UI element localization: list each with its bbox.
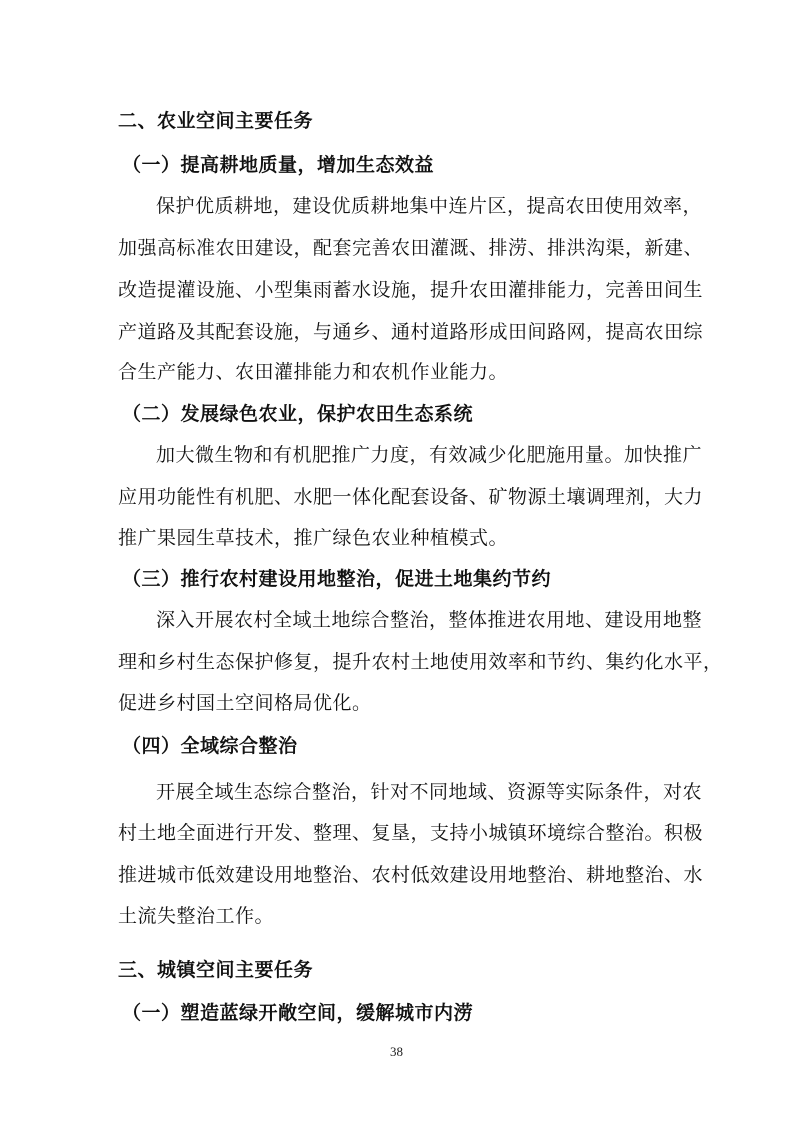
paragraph-line: 保护优质耕地，建设优质耕地集中连片区，提高农田使用效率， (156, 195, 703, 217)
paragraph-line: 促进乡村国土空间格局优化。 (118, 692, 372, 714)
paragraph-line: 改造提灌设施、小型集雨蓄水设施，提升农田灌排能力，完善田间生 (118, 279, 704, 301)
paragraph-line: 合生产能力、农田灌排能力和农机作业能力。 (118, 361, 509, 383)
paragraph-line: 推广果园生草技术，推广绿色农业种植模式。 (118, 527, 509, 549)
page-number: 38 (390, 1044, 403, 1059)
subsection-heading-2-4: （四）全域综合整治 (122, 735, 298, 757)
paragraph-line: 产道路及其配套设施，与通乡、通村道路形成田间路网，提高农田综 (118, 321, 704, 343)
section-heading-3: 三、城镇空间主要任务 (118, 959, 314, 981)
subsection-heading-2-2: （二）发展绿色农业，保护农田生态系统 (122, 403, 474, 425)
paragraph-line: 深入开展农村全域土地综合整治，整体推进农用地、建设用地整 (156, 609, 703, 631)
subsection-heading-2-3: （三）推行农村建设用地整治，促进土地集约节约 (122, 568, 552, 590)
paragraph-line: 加大微生物和有机肥推广力度，有效减少化肥施用量。加快推广 (156, 444, 703, 466)
paragraph-line: 加强高标准农田建设，配套完善农田灌溉、排涝、排洪沟渠，新建、 (118, 237, 704, 259)
paragraph-line: 应用功能性有机肥、水肥一体化配套设备、矿物源土壤调理剂，大力 (118, 486, 704, 508)
subsection-heading-3-1: （一）塑造蓝绿开敞空间，缓解城市内涝 (122, 1002, 474, 1024)
subsection-heading-2-1: （一）提高耕地质量，增加生态效益 (122, 154, 435, 176)
paragraph-line: 推进城市低效建设用地整治、农村低效建设用地整治、耕地整治、水 (118, 864, 704, 886)
paragraph-line: 村土地全面进行开发、整理、复垦，支持小城镇环境综合整治。积极 (118, 822, 704, 844)
paragraph-line: 开展全域生态综合整治，针对不同地域、资源等实际条件，对农 (156, 781, 703, 803)
section-heading-2: 二、农业空间主要任务 (118, 110, 314, 132)
paragraph-line: 理和乡村生态保护修复，提升农村土地使用效率和节约、集约化水平， (118, 651, 723, 673)
paragraph-line: 土流失整治工作。 (118, 905, 275, 927)
